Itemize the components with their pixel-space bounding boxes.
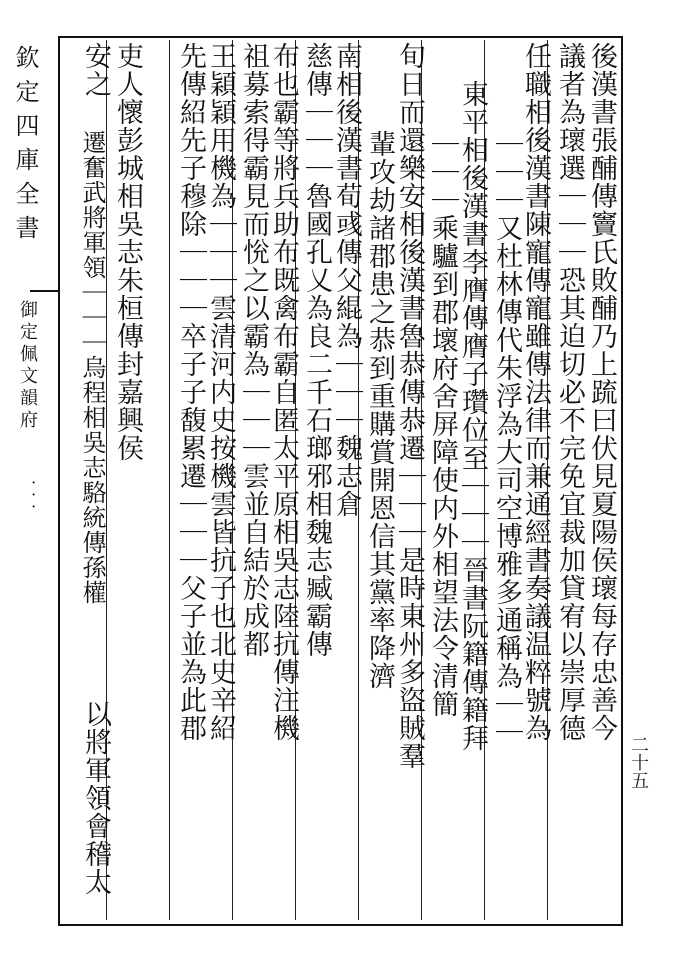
text-column: 旬日而還樂安相後漢書魯恭傳恭遷｜｜｜是時東州多盜賊羣 (394, 42, 425, 770)
text-column: ｜｜｜又杜林傳代朱浮為大司空博雅多通稱為｜｜ (491, 130, 522, 746)
text-column: ｜｜｜乘驢到郡壞府舍屏障使内外相望法令清簡 (427, 130, 458, 718)
book-title: 欽定四庫全書 (11, 45, 39, 249)
text-column: 以將軍領會稽太 (80, 700, 111, 896)
text-column: 祖募索得霸見而恱之以霸為｜｜｜雲並自結於成都 (238, 42, 269, 658)
margin-dots: ．．． (18, 480, 37, 524)
column-rule (169, 40, 170, 920)
text-column: 吏人懷彭城相吳志朱桓傳封嘉興侯 (112, 42, 143, 462)
text-column: 後漢書張酺傳竇氏敗酺乃上䟽曰伏見夏陽侯瓌每存忠善今 (586, 42, 617, 742)
fish-tail-mark (30, 290, 58, 292)
text-column: 安之 (80, 42, 111, 98)
text-column: 先傳紹先子穆除｜｜｜卒子子馥累遷｜｜｜父子並為此郡 (175, 42, 206, 742)
text-column: 慈傳｜｜｜魯國孔乂為良二千石瑯邪相魏志臧霸傳 (301, 42, 332, 658)
text-column: 南相後漢書荀彧傳父緄為｜｜｜魏志倉 (331, 42, 362, 518)
text-column: 王穎穎用機為｜｜｜雲清河内史按機雲皆抗子也北史辛紹 (205, 42, 236, 742)
text-column: 東平相後漢書李膺傳膺子瓚位至｜｜｜晉書阮籍傳籍拜 (457, 80, 488, 752)
page-number: 二十五 (628, 735, 649, 789)
text-column: 任職相後漢書陳寵傳寵雖傳法律而兼通經書奏議温粹號為 (520, 42, 551, 742)
text-column: 輩攻劫諸郡患之恭到重購賞開恩信其黨率降濟 (364, 130, 395, 690)
book-subtitle: 御定佩文韻府 (17, 300, 38, 432)
text-column: 議者為瓌選｜｜｜恐其迫切必不完免宜裁加貸宥以崇厚德 (554, 42, 585, 742)
text-column: 遷奮武將軍領｜｜｜烏程相吳志駱統傳孫權 (78, 130, 106, 605)
text-column: 布也霸等將兵助布既禽布霸自匿太平原相吳志陸抗傳注機 (268, 42, 299, 742)
